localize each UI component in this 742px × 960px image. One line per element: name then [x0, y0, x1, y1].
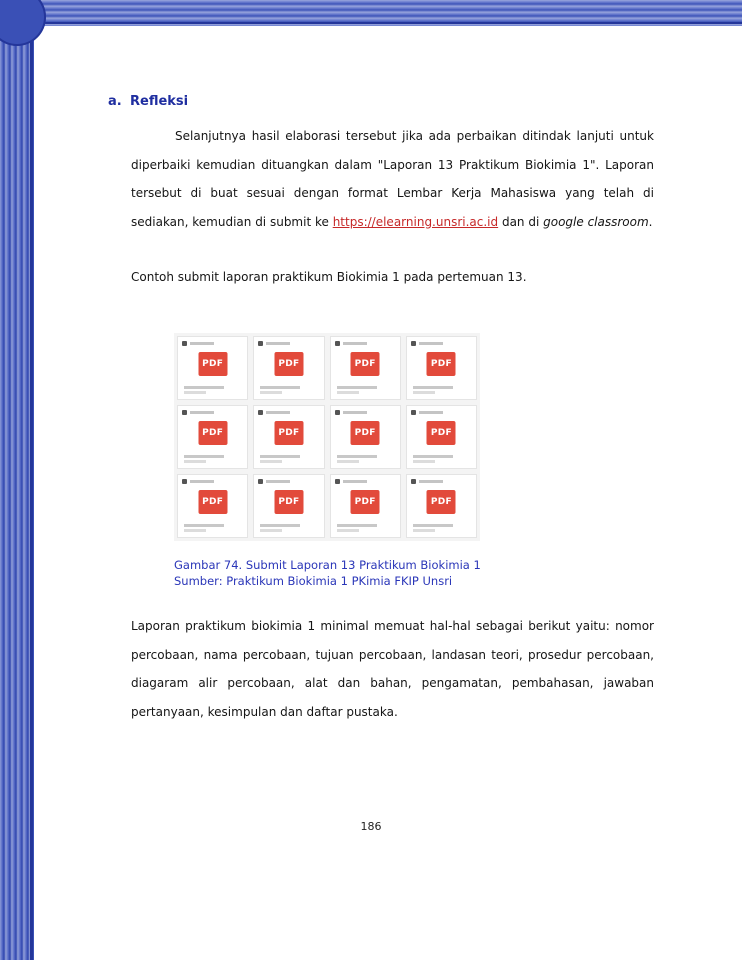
paragraph1-text-c: .: [648, 214, 653, 229]
pdf-icon: PDF: [274, 352, 303, 376]
submission-screenshot: [174, 333, 480, 541]
file-meta-line: [413, 460, 435, 463]
pdf-file-tile: [330, 336, 401, 400]
file-owner-row: [411, 479, 445, 483]
file-owner-row: [335, 410, 369, 414]
report-contents-paragraph: Laporan praktikum biokimia 1 minimal memuat hal-hal sebagai berikut yaitu: nomor percobaan, nama percobaan, tujuan percobaan, landasan teori, prosedur percobaan, diagaram alir percobaan, alat dan bahan, pengamatan, pembahasan, jawaban pertanyaan, kesimpulan dan daftar pustaka.: [131, 619, 654, 719]
pdf-file-tile: [406, 474, 477, 538]
section-heading: [108, 94, 188, 109]
file-owner-row: [258, 410, 292, 414]
pdf-file-tile: [406, 405, 477, 469]
file-owner-row: [182, 341, 216, 345]
pdf-file-tile: [177, 405, 248, 469]
file-owner-row: [411, 410, 445, 414]
pdf-file-tile: [253, 474, 324, 538]
file-owner-row: [335, 341, 369, 345]
paragraph1-text-b: dan di: [498, 214, 544, 229]
file-meta-line: [413, 391, 435, 394]
reflection-paragraph: [131, 122, 654, 236]
paragraph1-text-a: Selanjutnya hasil elaborasi tersebut jika ada perbaikan ditindak lanjuti untuk diperbaiki kemudian dituangkan dalam "Laporan 13 Praktikum Biokimia 1". Laporan tersebut di buat sesuai dengan format Lembar Kerja Mahasiswa yang telah di sediakan, kemudian di submit ke: [131, 129, 654, 229]
section-title: Refleksi: [130, 94, 189, 109]
file-name-line: [184, 524, 224, 527]
pdf-file-tile: [406, 336, 477, 400]
section-number: a.: [108, 94, 122, 109]
page-border-left: [0, 0, 34, 960]
pdf-icon: PDF: [351, 352, 380, 376]
pdf-icon: PDF: [427, 421, 456, 445]
file-owner-row: [258, 341, 292, 345]
file-name-line: [260, 386, 300, 389]
file-owner-row: [182, 410, 216, 414]
pdf-file-tile: [253, 405, 324, 469]
file-name-line: [260, 524, 300, 527]
pdf-icon: PDF: [274, 421, 303, 445]
pdf-file-tile: [253, 336, 324, 400]
file-meta-line: [184, 529, 206, 532]
file-meta-line: [260, 460, 282, 463]
file-owner-row: [258, 479, 292, 483]
pdf-icon: PDF: [198, 352, 227, 376]
pdf-icon: PDF: [198, 421, 227, 445]
figure-caption: Gambar 74. Submit Laporan 13 Praktikum Biokimia 1: [174, 558, 481, 572]
pdf-icon: PDF: [351, 490, 380, 514]
file-name-line: [337, 524, 377, 527]
file-name-line: [184, 386, 224, 389]
file-name-line: [413, 524, 453, 527]
page-border-top-edge: [0, 22, 742, 24]
google-classroom-text: google classroom: [543, 214, 649, 229]
file-owner-row: [335, 479, 369, 483]
file-name-line: [260, 455, 300, 458]
pdf-icon: PDF: [198, 490, 227, 514]
file-name-line: [413, 386, 453, 389]
file-meta-line: [413, 529, 435, 532]
pdf-file-tile: [330, 474, 401, 538]
example-paragraph: Contoh submit laporan praktikum Biokimia 1 pada pertemuan 13.: [131, 270, 527, 284]
file-meta-line: [184, 391, 206, 394]
page-border-left-edge: [30, 0, 33, 960]
page-number: 186: [360, 820, 382, 833]
file-owner-row: [411, 341, 445, 345]
pdf-icon: PDF: [351, 421, 380, 445]
file-meta-line: [184, 460, 206, 463]
corner-ornament: [0, 0, 46, 46]
pdf-icon: PDF: [274, 490, 303, 514]
pdf-file-tile: [330, 405, 401, 469]
file-name-line: [184, 455, 224, 458]
file-meta-line: [337, 529, 359, 532]
pdf-file-tile: [177, 336, 248, 400]
figure-source: Sumber: Praktikum Biokimia 1 PKimia FKIP Unsri: [174, 574, 453, 588]
file-meta-line: [337, 460, 359, 463]
pdf-file-tile: [177, 474, 248, 538]
pdf-icon: PDF: [427, 352, 456, 376]
elearning-link[interactable]: https://elearning.unsri.ac.id: [332, 214, 499, 229]
file-name-line: [337, 455, 377, 458]
pdf-icon: PDF: [427, 490, 456, 514]
file-name-line: [337, 386, 377, 389]
file-meta-line: [260, 529, 282, 532]
file-meta-line: [337, 391, 359, 394]
file-name-line: [413, 455, 453, 458]
file-meta-line: [260, 391, 282, 394]
file-owner-row: [182, 479, 216, 483]
